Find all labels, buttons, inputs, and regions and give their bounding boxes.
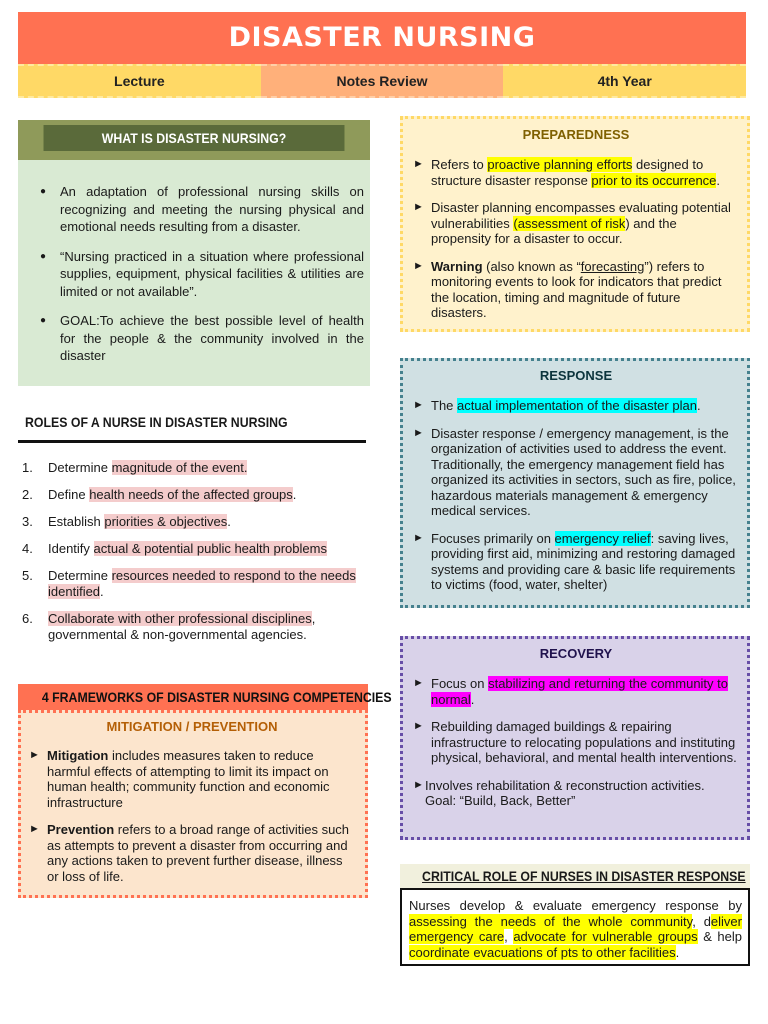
arrow-right-icon: ►: [29, 749, 40, 761]
arrow-right-icon: ►: [413, 531, 424, 544]
frameworks-title: 4 FRAMEWORKS OF DISASTER NURSING COMPETENCIES: [18, 684, 368, 710]
list-item: 2. Define health needs of the affected groups.: [22, 487, 297, 502]
what-is-box: [18, 160, 370, 386]
recovery-paragraph: ► Involves rehabilitation & reconstruction activities. Goal: “Build, Back, Better”: [413, 777, 705, 808]
arrow-right-icon: ►: [413, 399, 424, 411]
arrow-right-icon: ►: [413, 201, 424, 213]
arrow-right-icon: ►: [29, 823, 40, 835]
mitigation-box: [18, 710, 368, 898]
recovery-paragraph: ► Focus on stabilizing and returning the community to normal.: [413, 676, 728, 707]
preparedness-paragraph: ► Disaster planning encompasses evaluating potential vulnerabilities (assessment of risk) and the propensity for a disaster to occur.: [413, 200, 731, 246]
what-is-header: [18, 120, 370, 160]
tab-year: 4th Year: [503, 64, 746, 98]
mitigation-paragraph: ► Mitigation includes measures taken to reduce harmful effects of attempting to limit its impact on human health; community function and economic infrastructure: [29, 748, 330, 810]
recovery-paragraph: ► Rebuilding damaged buildings & repairing infrastructure to relocating populations and instituting physical, behavioral, and mental health interventions.: [413, 719, 737, 765]
list-item: 6. Collaborate with other professional disciplines, governmental & non-governmental agencies.: [22, 611, 316, 642]
mitigation-title: MITIGATION / PREVENTION: [106, 719, 278, 734]
what-is-item: ● GOAL:To achieve the best possible level of health for the people & the community involved in the disaster: [60, 312, 364, 365]
tab-notes-review: Notes Review: [261, 64, 504, 98]
list-item: 3. Establish priorities & objectives.: [22, 514, 231, 529]
preparedness-box: [400, 116, 750, 332]
list-item: 4. Identify actual & potential public health problems: [22, 541, 327, 556]
roles-title: ROLES OF A NURSE IN DISASTER NURSING: [25, 414, 288, 430]
response-paragraph: ► The actual implementation of the disaster plan.: [413, 398, 701, 413]
arrow-right-icon: ►: [413, 677, 424, 689]
arrow-right-icon: ►: [413, 158, 424, 170]
tab-lecture: Lecture: [18, 64, 261, 98]
preparedness-paragraph: ► Refers to proactive planning efforts designed to structure disaster response prior to its occurrence.: [413, 157, 721, 188]
tab-bar: [18, 64, 746, 98]
response-paragraph: ► Disaster response / emergency management, is the organization of activities used to address the event. Traditionally, the emergency management field has organized its activities in sectors, such as fire, police, hazardous materials management & emergency medical services.: [413, 425, 736, 518]
preparedness-title: PREPAREDNESS: [522, 127, 630, 142]
critical-role-box: Nurses develop & evaluate emergency response by assessing the needs of the whole community, deliver emergency care, advocate for vulnerable groups & help coordinate evacuations of pts to other facilities.: [400, 888, 750, 966]
what-is-item: ● “Nursing practiced in a situation where professional supplies, equipment, physical facilities & utilities are limited or not available”.: [60, 248, 364, 301]
roles-list: [18, 460, 363, 654]
arrow-right-icon: ►: [413, 426, 424, 439]
critical-role-title: CRITICAL ROLE OF NURSES IN DISASTER RESPONSE: [400, 864, 750, 888]
response-box: [400, 358, 750, 608]
recovery-box: [400, 636, 750, 840]
arrow-right-icon: ►: [413, 720, 424, 732]
page-title: DISASTER NURSING: [18, 12, 746, 64]
response-title: RESPONSE: [539, 368, 613, 383]
prevention-paragraph: ► Prevention refers to a broad range of activities such as attempts to prevent a disaster from occurring and any actions taken to prevent further disease, illness or loss of life.: [29, 822, 350, 884]
what-is-item: ● An adaptation of professional nursing skills on recognizing and meeting the nursing physical and emotional needs resulting from a disaster.: [60, 183, 364, 236]
recovery-title: RECOVERY: [539, 646, 613, 661]
arrow-right-icon: ►: [413, 778, 424, 791]
roles-divider: [18, 440, 366, 443]
what-is-title: WHAT IS DISASTER NURSING?: [44, 125, 345, 151]
response-paragraph: ► Focuses primarily on emergency relief: saving lives, providing first aid, minimizing and restoring damaged systems and providing care & basic life requirements to victims (food, water, shelter): [413, 530, 736, 592]
arrow-right-icon: ►: [413, 259, 424, 272]
list-item: 5. Determine resources needed to respond to the needs identified.: [22, 568, 356, 599]
warning-paragraph: ► Warning (also known as “forecasting”) refers to monitoring events to look for indicators that predict the location, timing and magnitude of future disasters.: [413, 258, 722, 320]
list-item: 1. Determine magnitude of the event.: [22, 460, 248, 475]
